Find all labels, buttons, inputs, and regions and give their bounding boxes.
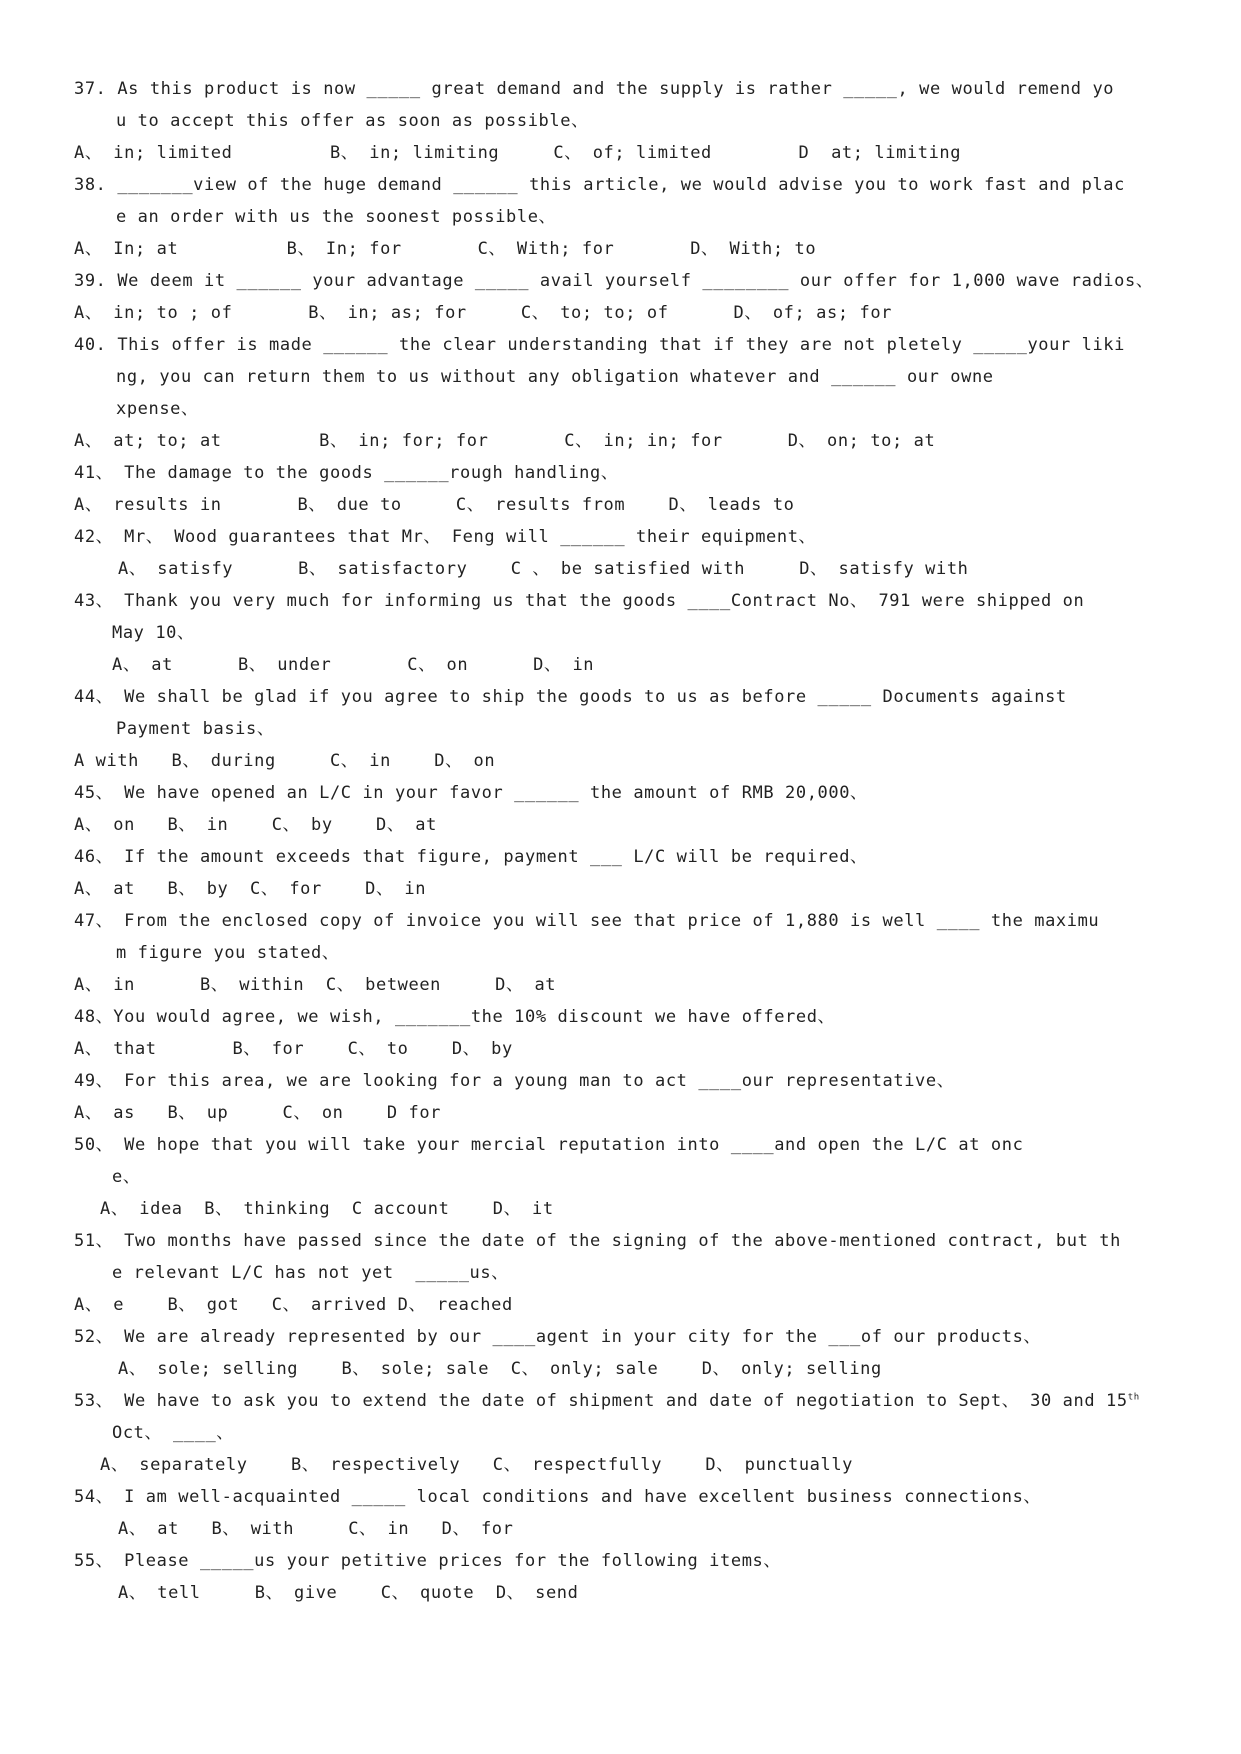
q47-options: A、 in B、 within C、 between D、 at — [74, 975, 557, 995]
q40-text-line3: xpense、 — [116, 399, 199, 419]
q44-options: A with B、 during C、 in D、 on — [74, 751, 496, 771]
q37-options: A、 in; limited B、 in; limiting C、 of; limited D at; limiting — [74, 143, 962, 163]
q50-options: A、 idea B、 thinking C account D、 it — [100, 1199, 554, 1219]
q40-options: A、 at; to; at B、 in; for; for C、 in; in; for D、 on; to; at — [74, 431, 936, 451]
q48-options: A、 that B、 for C、 to D、 by — [74, 1039, 513, 1059]
q55-text: 55、 Please _____us your petitive prices for the following items、 — [74, 1551, 781, 1571]
q52-options: A、 sole; selling B、 sole; sale C、 only; sale D、 only; selling — [118, 1359, 882, 1379]
q45-options: A、 on B、 in C、 by D、 at — [74, 815, 437, 835]
q41-text: 41、 The damage to the goods ______rough handling、 — [74, 463, 619, 483]
q49-options: A、 as B、 up C、 on D for — [74, 1103, 442, 1123]
q49-text: 49、 For this area, we are looking for a young man to act ____our representative、 — [74, 1071, 955, 1091]
q43-text-line1: 43、 Thank you very much for informing us that the goods ____Contract No、 791 were shipped on — [74, 591, 1085, 611]
q46-options: A、 at B、 by C、 for D、 in — [74, 879, 427, 899]
q51-text-line2: e relevant L/C has not yet _____us、 — [112, 1263, 509, 1283]
q39-text-line1: 39. We deem it ______ your advantage _____ avail yourself ________ our offer for 1,000 wave radios、 — [74, 271, 1154, 291]
q44-text-line1: 44、 We shall be glad if you agree to ship the goods to us as before _____ Documents against — [74, 687, 1067, 707]
q39-options: A、 in; to ; of B、 in; as; for C、 to; to; of D、 of; as; for — [74, 303, 893, 323]
q41-options: A、 results in B、 due to C、 results from D、 leads to — [74, 495, 795, 515]
q53-text-line2: Oct、 ____、 — [112, 1423, 234, 1443]
q38-options: A、 In; at B、 In; for C、 With; for D、 With; to — [74, 239, 817, 259]
q53-text-line1 — [74, 1390, 1140, 1412]
q42-text: 42、 Mr、 Wood guarantees that Mr、 Feng will ______ their equipment、 — [74, 527, 817, 547]
q38-text-line2: e an order with us the soonest possible、 — [116, 207, 557, 227]
q55-options: A、 tell B、 give C、 quote D、 send — [118, 1583, 579, 1603]
q40-text-line2: ng, you can return them to us without any obligation whatever and ______ our owne — [116, 367, 994, 387]
q50-text-line2: e、 — [112, 1167, 141, 1187]
q40-text-line1: 40. This offer is made ______ the clear understanding that if they are not pletely _____your liki — [74, 335, 1125, 355]
q46-text: 46、 If the amount exceeds that figure, payment ___ L/C will be required、 — [74, 847, 868, 867]
q43-text-line2: May 10、 — [112, 623, 195, 643]
q38-text-line1: 38. _______view of the huge demand ______ this article, we would advise you to work fast and plac — [74, 175, 1125, 195]
q45-text: 45、 We have opened an L/C in your favor ______ the amount of RMB 20,000、 — [74, 783, 868, 803]
q43-options: A、 at B、 under C、 on D、 in — [112, 655, 595, 675]
q47-text-line1: 47、 From the enclosed copy of invoice you will see that price of 1,880 is well ____ the maximu — [74, 911, 1100, 931]
q37-text-line2: u to accept this offer as soon as possible、 — [116, 111, 589, 131]
q54-text: 54、 I am well-acquainted _____ local conditions and have excellent business connections、 — [74, 1487, 1041, 1507]
q50-text-line1: 50、 We hope that you will take your mercial reputation into ____and open the L/C at onc — [74, 1135, 1024, 1155]
q52-text: 52、 We are already represented by our ____agent in your city for the ___of our products、 — [74, 1327, 1041, 1347]
q51-text-line1: 51、 Two months have passed since the date of the signing of the above-mentioned contract, but th — [74, 1231, 1121, 1251]
q48-text: 48、You would agree, we wish, _______the 10% discount we have offered、 — [74, 1007, 836, 1027]
q42-options: A、 satisfy B、 satisfactory C 、 be satisfied with D、 satisfy with — [118, 559, 969, 579]
q37-text-line1: 37. As this product is now _____ great demand and the supply is rather _____, we would remend yo — [74, 79, 1115, 99]
q53-text-main: 53、 We have to ask you to extend the date of shipment and date of negotiation to Sept、 30 and 15 — [74, 1391, 1128, 1411]
q47-text-line2: m figure you stated、 — [116, 943, 340, 963]
q54-options: A、 at B、 with C、 in D、 for — [118, 1519, 514, 1539]
q53-superscript: th — [1127, 1392, 1140, 1403]
q44-text-line2: Payment basis、 — [116, 719, 275, 739]
q51-options: A、 e B、 got C、 arrived D、 reached — [74, 1295, 513, 1315]
q53-options: A、 separately B、 respectively C、 respectfully D、 punctually — [100, 1455, 853, 1475]
